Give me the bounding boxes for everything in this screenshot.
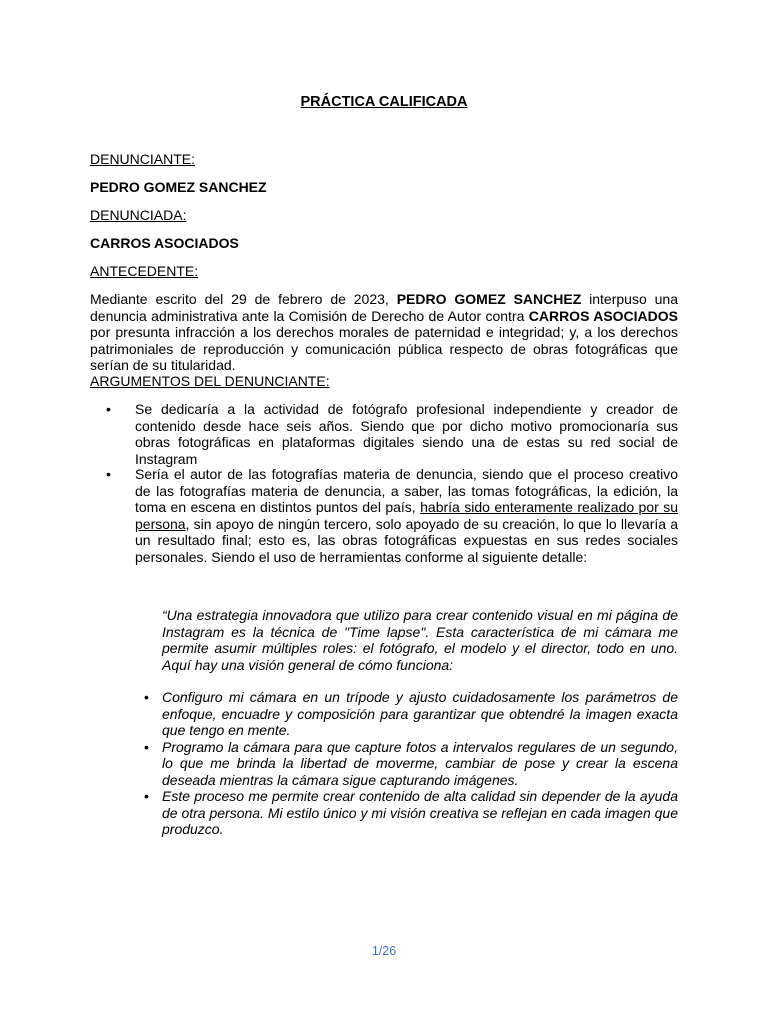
antecedente-text-2: interpuso una denuncia administrativa ante la Comisión de Derecho de Autor contra — [90, 291, 678, 324]
small-bullet-icon: • — [144, 738, 149, 755]
denunciada-name: CARROS ASOCIADOS — [90, 235, 239, 251]
argumento-2-text-2: , sin apoyo de ningún tercero, solo apoyado de su creación, lo que lo llevaría a un resultado final; esto es, las obras fotográficas expuestas en sus redes sociales personales. Siendo el uso de herramientas conforme al siguiente detalle: — [135, 515, 678, 565]
small-bullet-icon: • — [144, 689, 149, 705]
document-page — [90, 0, 678, 1024]
antecedente-bold-denunciante: PEDRO GOMEZ SANCHEZ — [396, 291, 582, 307]
argumentos-list — [90, 401, 678, 467]
quote-sub-list — [144, 689, 678, 838]
argumento-1-text: Se dedicaría a la actividad de fotógrafo profesional independiente y creador de contenido desde hace seis años. Siendo que por dicho motivo promocionaría sus obras fotográficas en plataformas digitales siendo una de estas su red social de Instagram — [135, 401, 678, 467]
list-item — [144, 739, 678, 789]
small-bullet-icon: • — [144, 788, 149, 804]
list-item — [90, 466, 678, 565]
bullet-icon: • — [106, 466, 111, 482]
antecedente-label: ANTECEDENTE: — [90, 263, 199, 279]
list-item — [144, 689, 678, 739]
antecedente-text-3: por presunta infracción a los derechos morales de paternidad e integridad; y, a los derechos patrimoniales de reproducción y comunicación pública respecto de obras fotográficas que serían de su titularidad. — [90, 324, 678, 373]
bullet-icon: • — [106, 401, 111, 417]
argumento-2-underlined: habría sido enteramente realizado por su persona — [135, 499, 678, 532]
denunciante-name: PEDRO GOMEZ SANCHEZ — [90, 179, 267, 195]
denunciada-label: DENUNCIADA: — [90, 207, 187, 223]
argumentos-label: ARGUMENTOS DEL DENUNCIANTE: — [90, 373, 330, 389]
sub-item-text: Configuro mi cámara en un trípode y ajusto cuidadosamente los parámetros de enfoque, encuadre y composición para garantizar que obtendré la imagen exacta que tengo en mente. — [162, 689, 678, 738]
list-item — [144, 788, 678, 838]
quote-paragraph: “Una estrategia innovadora que utilizo para crear contenido visual en mi página de Instagram es la técnica de "Time lapse". Esta característica de mi cámara me permite asumir múltiples roles: el fotógrafo, el modelo y el director, todo en uno. Aquí hay una visión general de cómo funciona: — [162, 607, 678, 673]
argumentos-list-2 — [90, 466, 678, 565]
denunciante-label: DENUNCIANTE: — [90, 151, 196, 167]
antecedente-paragraph — [90, 291, 678, 374]
sub-item-text: Programo la cámara para que capture fotos a intervalos regulares de un segundo, lo que me brinda la libertad de moverme, cambiar de pose y crear la escena deseada mientras la cámara sigue capturando imágenes. — [162, 738, 678, 788]
antecedente-text-1: Mediante escrito del 29 de febrero de 2023, — [90, 291, 397, 307]
document-title: PRÁCTICA CALIFICADA — [300, 94, 468, 110]
antecedente-bold-denunciada: CARROS ASOCIADOS — [528, 307, 679, 324]
sub-item-text: Este proceso me permite crear contenido de alta calidad sin depender de la ayuda de otra persona. Mi estilo único y mi visión creativa se reflejan en cada imagen que produzco. — [162, 788, 678, 837]
list-item — [90, 401, 678, 467]
page-number: 1/26 — [371, 944, 397, 958]
argumento-2-text-1: Sería el autor de las fotografías materia de denuncia, siendo que el proceso creativo de las fotografías materia de denuncia, a saber, las tomas fotográficas, la edición, la toma en escena en distintos puntos del país, — [135, 466, 678, 515]
